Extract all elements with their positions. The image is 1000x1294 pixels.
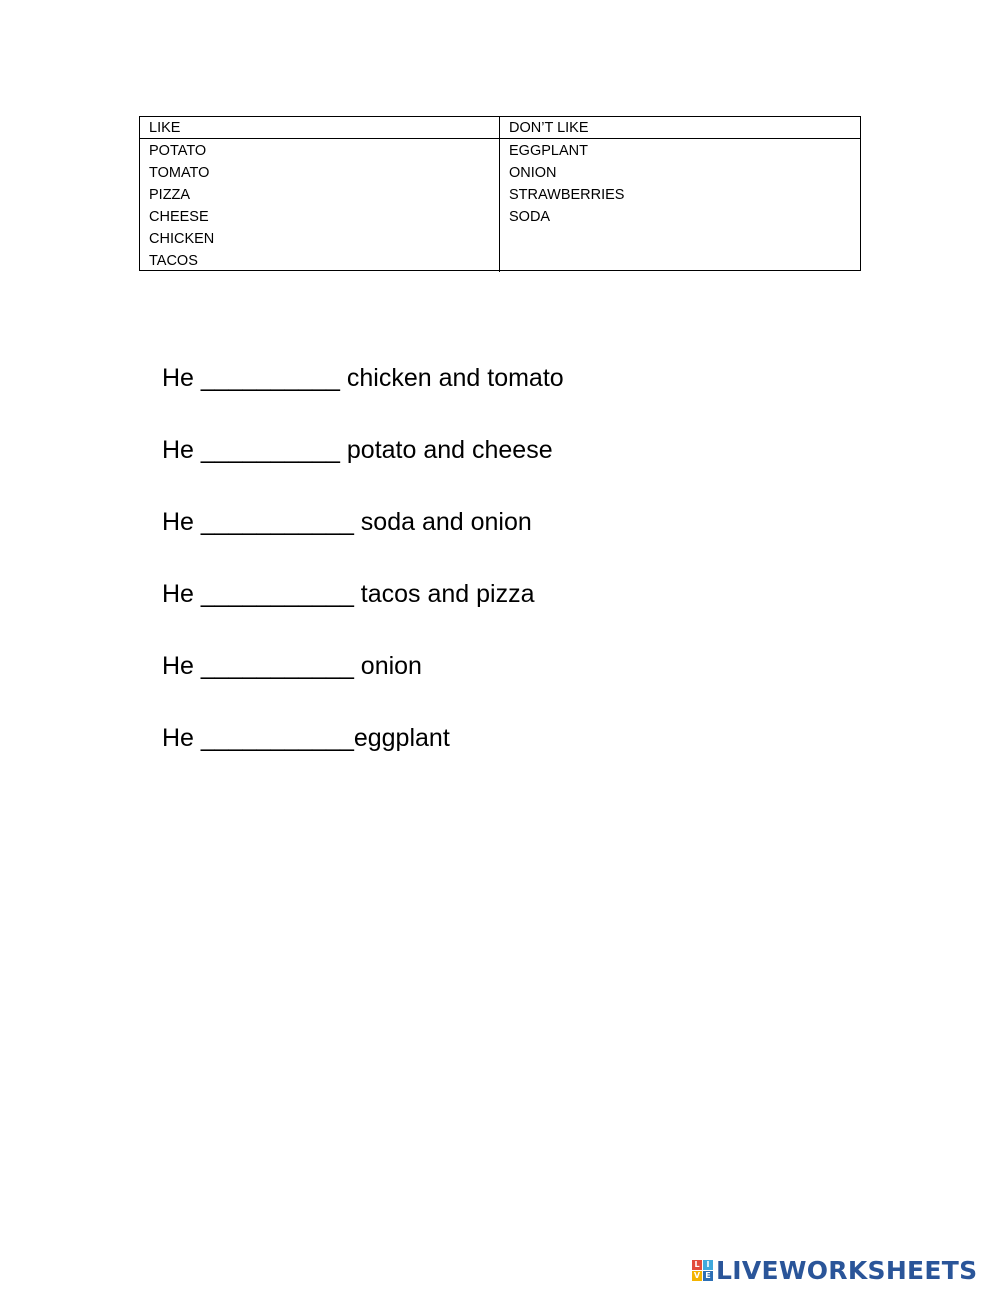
food-preference-table xyxy=(139,116,861,271)
logo-mark-letter: I xyxy=(703,1260,713,1270)
sentence-1: He __________ chicken and tomato xyxy=(162,364,564,392)
liveworksheets-logo xyxy=(692,1255,992,1285)
logo-text: LIVEWORKSHEETS xyxy=(716,1255,978,1285)
sentence-4: He ___________ tacos and pizza xyxy=(162,580,535,608)
dont-like-column xyxy=(500,139,860,272)
sentence-2: He __________ potato and cheese xyxy=(162,436,553,464)
like-item: CHEESE xyxy=(149,209,209,225)
like-item: CHICKEN xyxy=(149,231,215,247)
liveworksheets-mark-icon xyxy=(692,1260,713,1281)
dont-like-item: STRAWBERRIES xyxy=(509,187,625,203)
dont-like-header: DON’T LIKE xyxy=(500,117,860,139)
sentence-3: He ___________ soda and onion xyxy=(162,508,532,536)
fill-in-sentences xyxy=(162,360,862,792)
sentence-6: He ___________eggplant xyxy=(162,724,450,752)
like-header: LIKE xyxy=(140,117,500,139)
dont-like-item: ONION xyxy=(509,165,557,181)
like-item: TOMATO xyxy=(149,165,210,181)
logo-mark-letter: E xyxy=(703,1271,713,1281)
like-column xyxy=(140,139,500,272)
logo-mark-letter: V xyxy=(693,1270,701,1280)
dont-like-item: SODA xyxy=(509,209,551,225)
like-item: POTATO xyxy=(149,143,207,159)
dont-like-item: EGGPLANT xyxy=(509,143,588,159)
like-item: PIZZA xyxy=(149,187,191,203)
sentence-5: He ___________ onion xyxy=(162,652,422,680)
like-item: TACOS xyxy=(149,253,198,269)
logo-mark-letter: L xyxy=(692,1260,702,1270)
